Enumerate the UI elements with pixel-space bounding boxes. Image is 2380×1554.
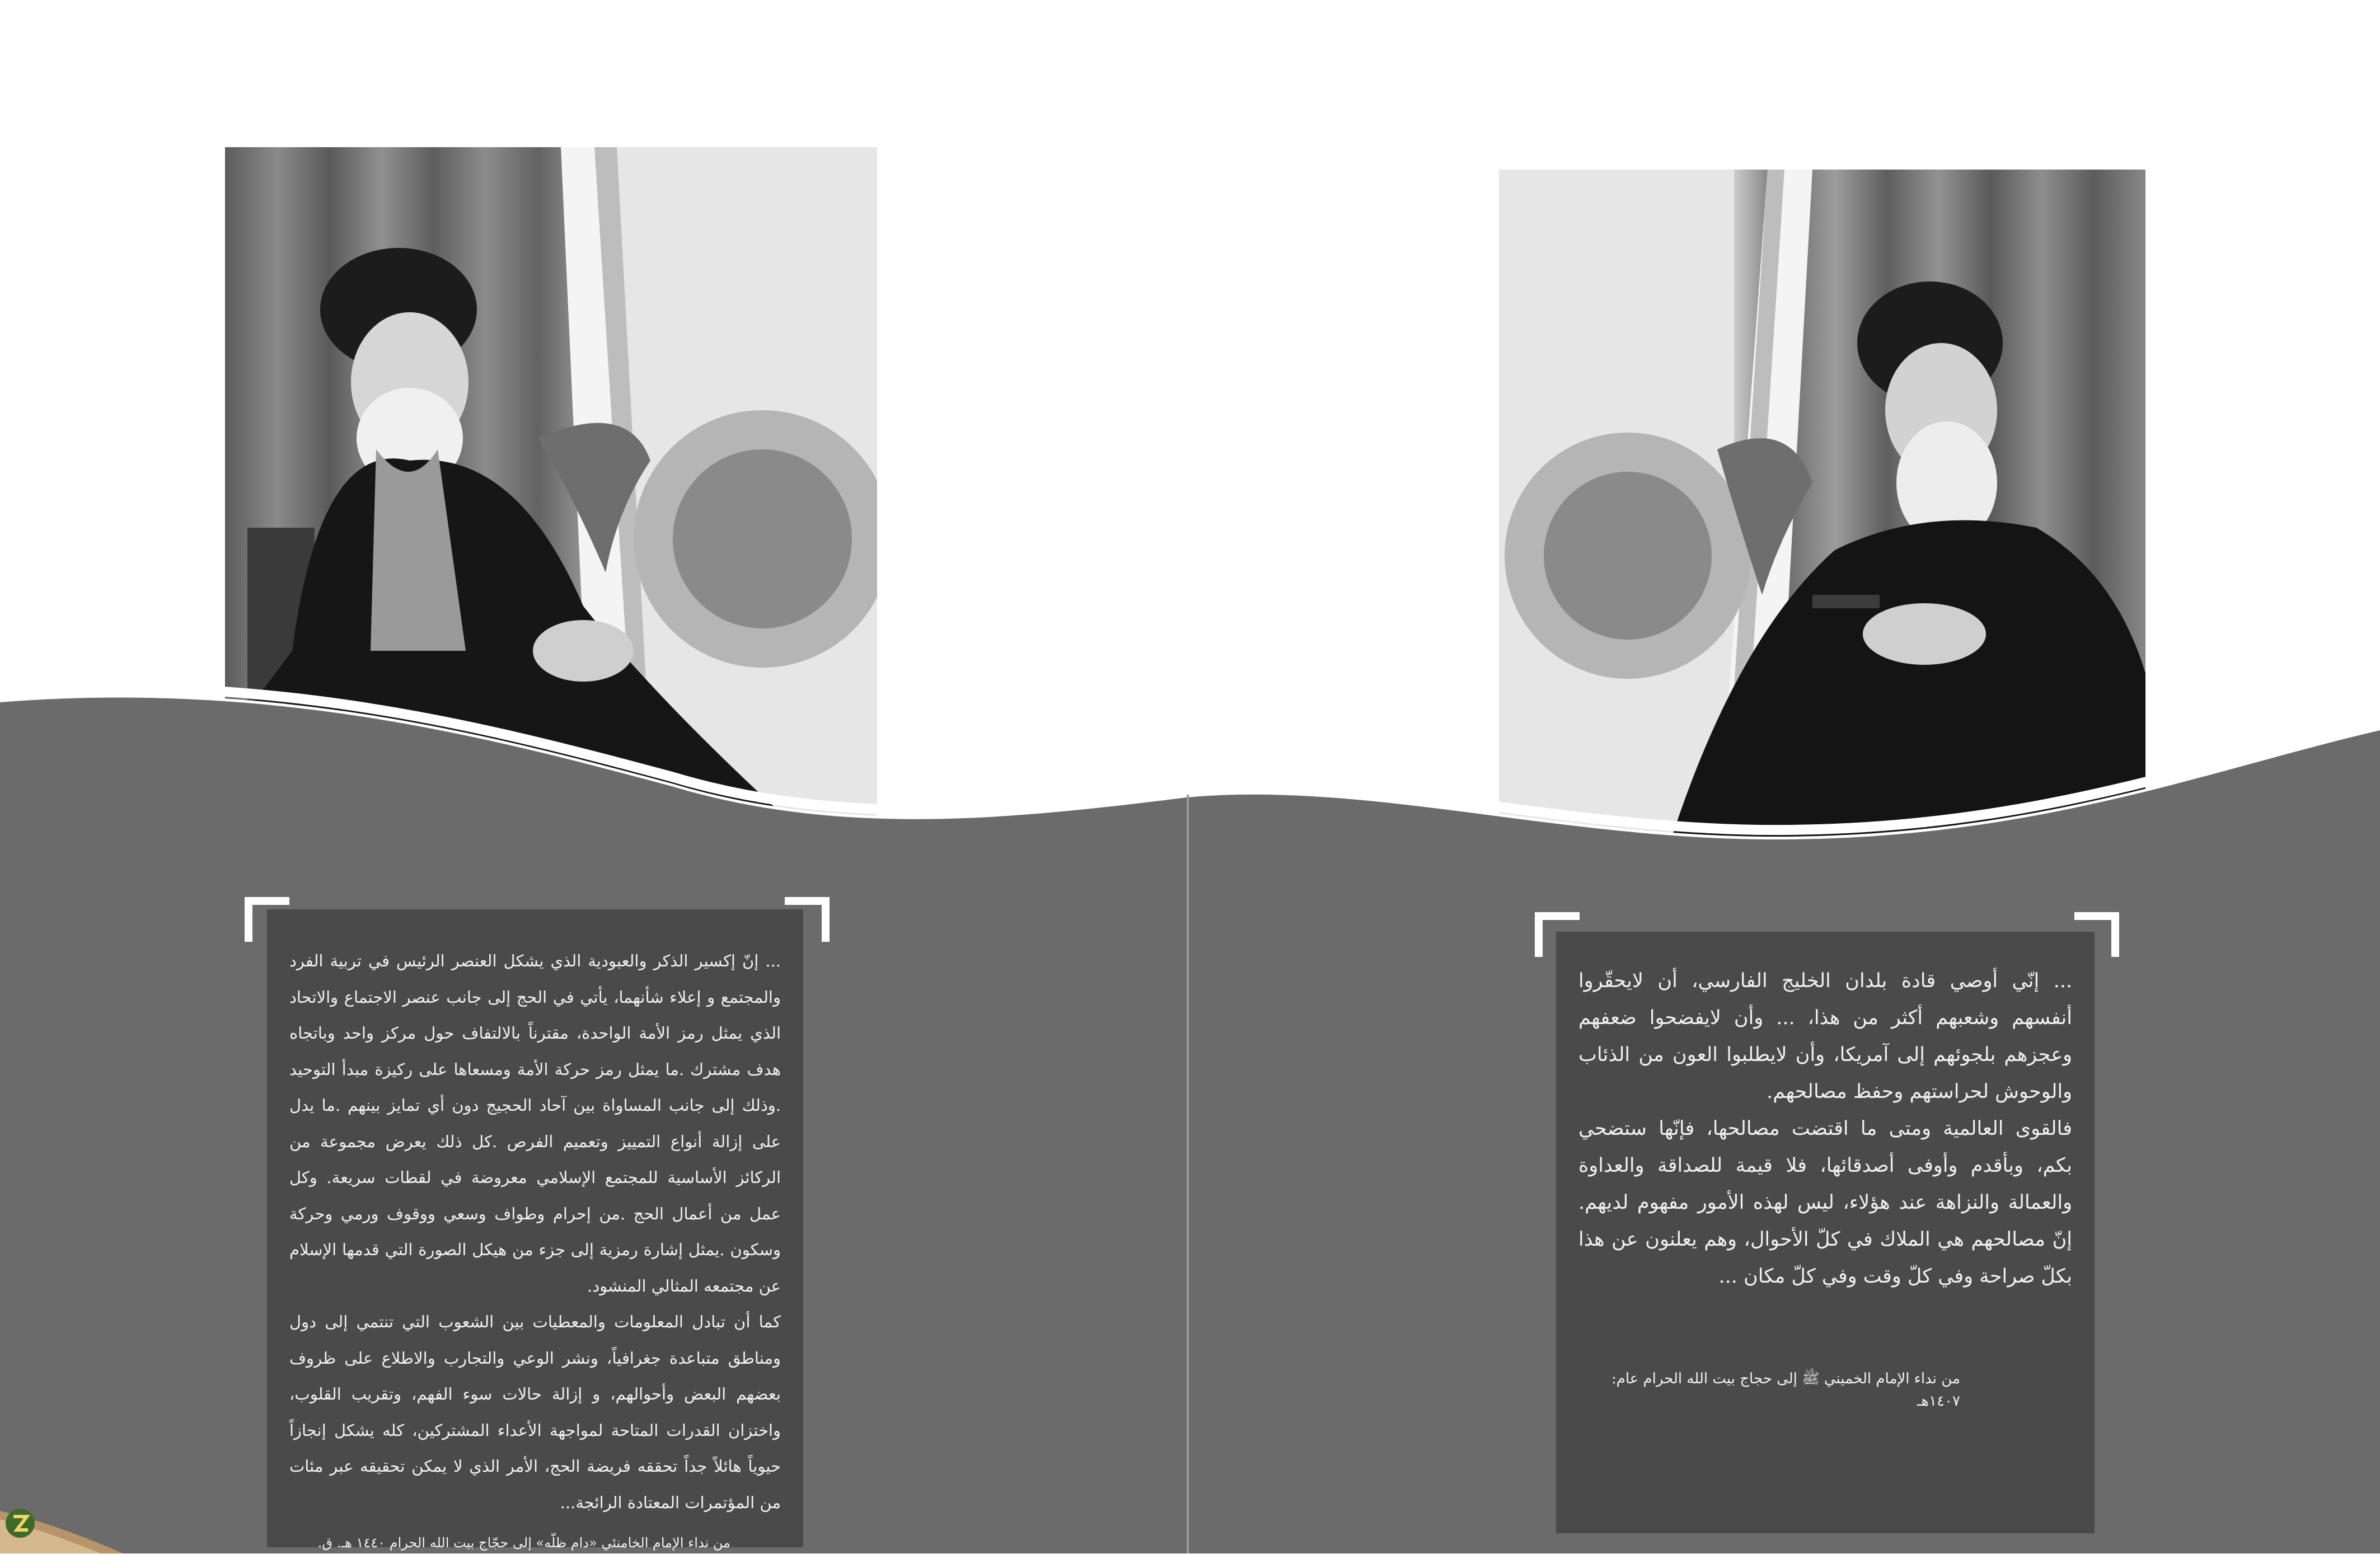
left-box-corner-bracket-right	[785, 897, 830, 942]
left-quote-paragraph-2: كما أن تبادل المعلومات والمعطيات بين الشعوب التي تنتمي إلى دول ومناطق متباعدة جغرافياً، ونشر الوعي والتجارب والاطلاع على ظروف بعضهم البعض وأحوالهم، و إزالة حالات سوء الفهم، وتقريب القلوب، واختزان القدرات المتاحة لمواجهة الأعداء المشتركين، كله يشكل إنجازاً حيوياً هائلاً جداً تحققه فريضة الحج، الأمر الذي لا يمكن تحقيقه عبر مئات من المؤتمرات المعتادة الرائجة...	[289, 1312, 781, 1512]
right-quote-paragraph-2: فالقوى العالمية ومتى ما اقتضت مصالحها، فإنّها ستضحي بكم، وبأقدم وأوفى أصدقائها، فلا قيمة للصداقة والعداوة والعمالة والنزاهة عند هؤلاء، ليس لهذه الأمور مفهوم لديهم. إنّ مصالحهم هي الملاك في كلّ الأحوال، وهم يعلنون عن هذا بكلّ صراحة وفي كلّ وقت وفي كلّ مكان ...	[1578, 1118, 2072, 1288]
right-box-corner-bracket-left	[1535, 912, 1580, 957]
right-box-corner-bracket-right	[2074, 912, 2119, 957]
page-fold-line	[1187, 795, 1189, 1553]
right-quote-box	[1556, 932, 2095, 1533]
publisher-logo	[0, 1489, 123, 1553]
left-box-corner-bracket-left	[245, 897, 289, 942]
left-quote-source: من نداء الإمام الخامنئي «دام ظلّه» إلى حجّاج بيت الله الحرام ١٤٤٠ هـ. ق.	[317, 1535, 730, 1551]
left-quote-paragraph-1: ... إنّ إكسير الذكر والعبودية الذي يشكل العنصر الرئيس في تربية الفرد والمجتمع و إعلاء شأنهما، يأتي في الحج إلى جانب عنصر الاجتماع والاتحاد الذي يمثل رمز الأمة الواحدة، مقترناً بالالتفاف حول مركز واحد وباتجاه هدف مشترك .ما يمثل رمز حركة الأمة ومسعاها على ركيزة مبدأ التوحيد .وذلك إلى جانب المساواة بين آحاد الحجيج دون أي تمايز بينهم .ما يدل على إزالة أنواع التمييز وتعميم الفرص .كل ذلك يعرض مجموعة من الركائز الأساسية للمجتمع الإسلامي معروضة في لقطات سريعة. وكل عمل من أعمال الحج .من إحرام وطواف وسعي ووقوف ورمي وحركة وسكون .يمثل إشارة رمزية إلى جزء من هيكل الصورة التي قدمها الإسلام عن مجتمعه المثالي المنشود.	[289, 951, 781, 1295]
right-quote-source: من نداء الإمام الخميني ﷺ إلى حجاج بيت الله الحرام عام: ١٤٠٧هـ	[1611, 1370, 1960, 1410]
left-quote-box	[267, 909, 803, 1551]
right-quote-paragraph-1: ... إنّي أوصي قادة بلدان الخليج الفارسي، أن لايحقّروا أنفسهم وشعبهم أكثر من هذا، ... وأن لايفضحوا ضعفهم وعجزهم بلجوئهم إلى آمريكا، وأن لايطلبوا العون من الذئاب والوحوش لحراستهم وحفظ مصالحهم.	[1578, 970, 2072, 1103]
